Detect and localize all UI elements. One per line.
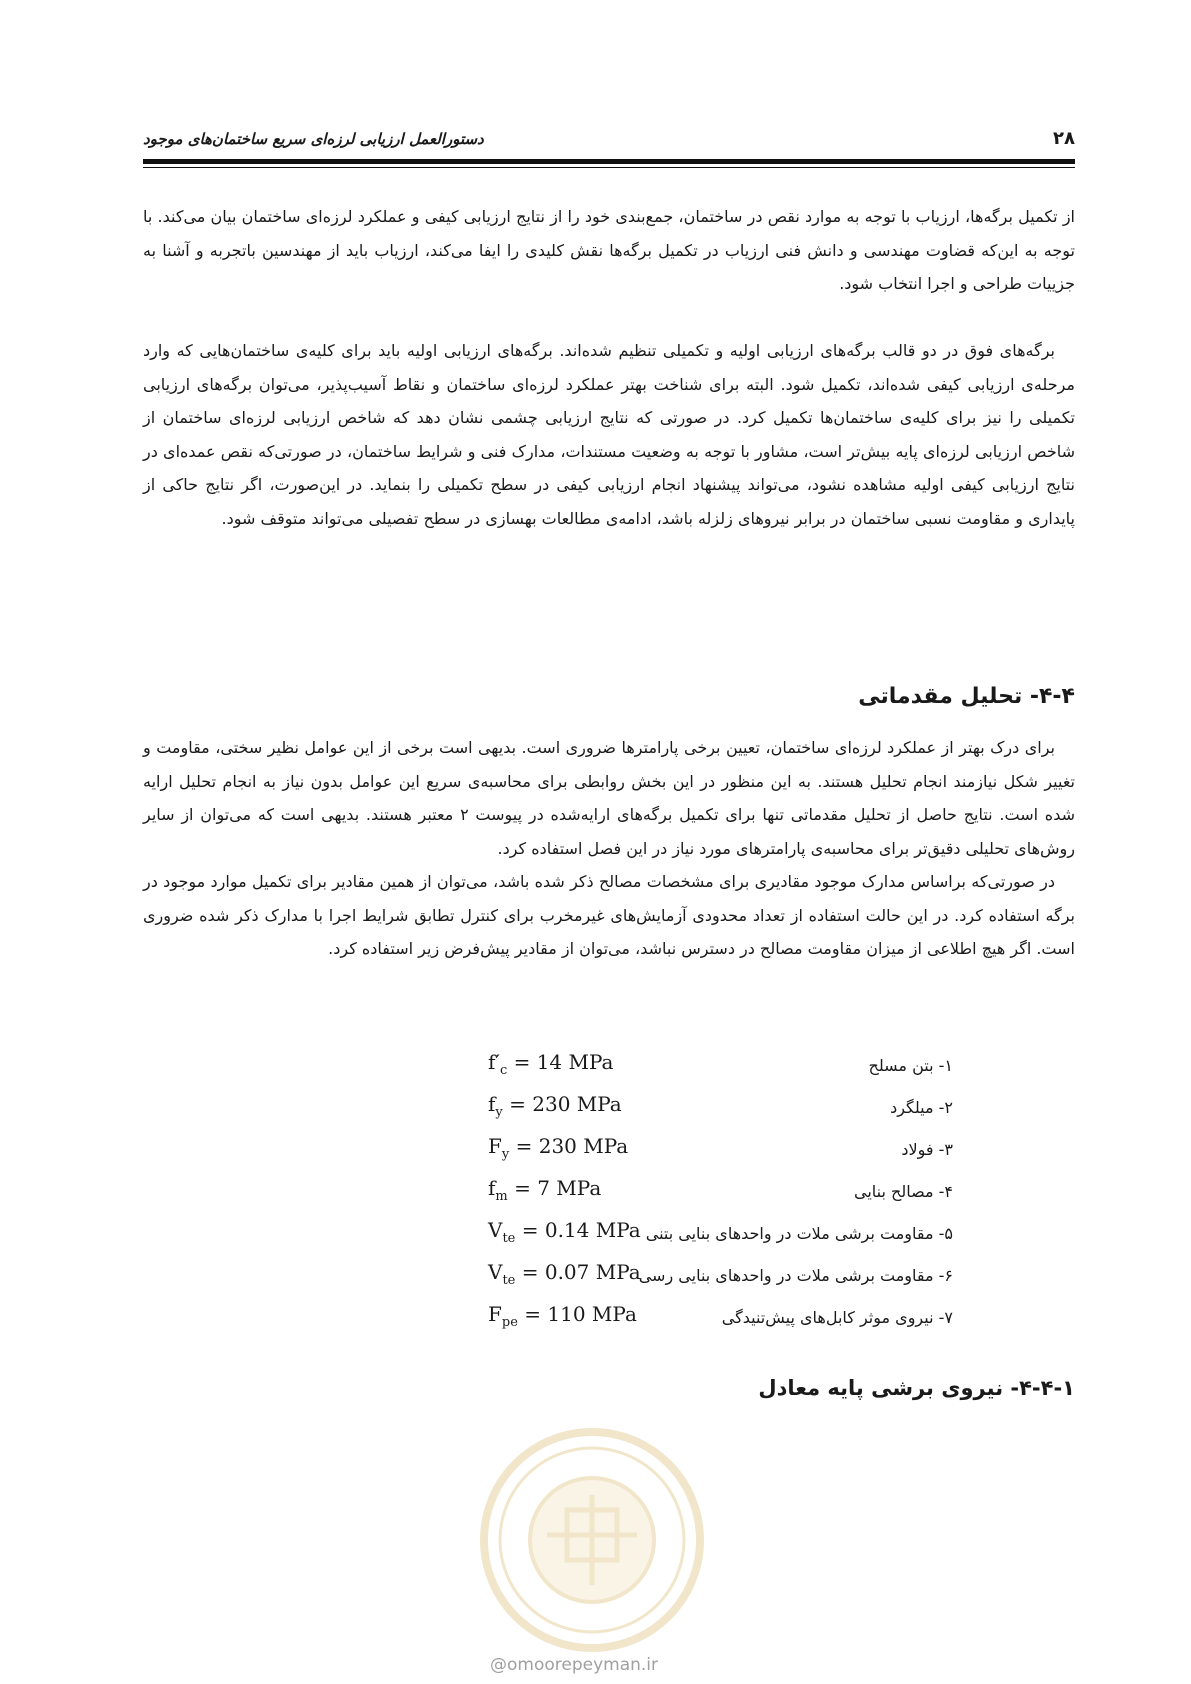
header-rule-thin [143,167,1075,168]
material-label: ۱- بتن مسلح [868,1056,953,1075]
watermark-url: @omoorepeyman.ir [490,1655,659,1675]
material-formula: $F_y = 230$ MPa [488,1134,629,1162]
material-row [143,1260,1075,1296]
material-label: ۵- مقاومت برشی ملات در واحدهای بنایی بتنی [645,1224,953,1243]
material-label: ۴- مصالح بنایی [853,1182,953,1201]
paragraph-1: از تکمیل برگه‌ها، ارزیاب با توجه به موارد نقص در ساختمان، جمع‌بندی خود را از نتایج ارزیابی کیفی و عملکرد لرزه‌ای ساختمان بیان می‌کند. با توجه به این‌که قضاوت مهندسی و دانش فنی ارزیاب در تکمیل برگه‌ها نقش کلیدی را ایفا می‌کند، ارزیاب باید از مهندسین باتجربه و آشنا به جزییات طراحی و اجرا انتخاب شود. [143,207,1075,293]
material-formula: $f_y = 230$ MPa [488,1092,622,1120]
header-rule-thick [143,159,1075,164]
material-row [143,1050,1075,1086]
material-label: ۲- میلگرد [890,1098,953,1117]
running-title: دستورالعمل ارزیابی لرزه‌ای سریع ساختمان‌های موجود [143,130,484,148]
material-row [143,1092,1075,1128]
material-formula: $f_m = 7$ MPa [488,1176,602,1204]
paragraph-2: برگه‌های فوق در دو قالب برگه‌های ارزیابی اولیه و تکمیلی تنظیم شده‌اند. برگه‌های ارزیابی اولیه باید برای کلیه‌ی ساختمان‌هایی که وارد مرحله‌ی ارزیابی کیفی شده‌اند، تکمیل شود. البته برای شناخت بهتر عملکرد لرزه‌ای ساختمان و نقاط آسیب‌پذیر، می‌توان برگه‌های ارزیابی تکمیلی را نیز برای کلیه‌ی ساختمان‌ها تکمیل کرد. در صورتی که نتایج ارزیابی چشمی نشان دهد که شاخص ارزیابی لرزه‌ای ساختمان از شاخص ارزیابی لرزه‌ای پایه بیش‌تر است، مشاور با توجه به وضعیت مستندات، مدارک فنی و شرایط ساختمان، در صورتی‌که نقص عمده‌ای در نتایج ارزیابی کیفی اولیه مشاهده نشود، می‌تواند پیشنهاد انجام ارزیابی کیفی در سطح تکمیلی را بنماید. در این‌صورت، اگر نتایج حاکی از پایداری و مقاومت نسبی ساختمان در برابر نیروهای زلزله باشد، ادامه‌ی مطالعات بهسازی در سطح تفصیلی می‌تواند متوقف شود. [143,341,1075,528]
material-formula: $f'_c = 14$ MPa [488,1050,614,1078]
material-label: ۳- فولاد [901,1140,953,1159]
section-heading: ۴-۴- تحلیل مقدماتی [858,684,1075,709]
seal-watermark-icon [475,1425,710,1655]
paragraph-3: برای درک بهتر از عملکرد لرزه‌ای ساختمان، تعیین برخی پارامترها ضروری است. بدیهی است برخی از این عوامل نظیر سختی، مقاومت و تغییر شکل نیازمند انجام تحلیل هستند. به این منظور در این بخش روابطی برای محاسبه‌ی سریع این عوامل بدون نیاز به انجام تحلیل ارایه شده است. نتایج حاصل از تحلیل مقدماتی تنها برای تکمیل برگه‌های ارایه‌شده در پیوست ۲ معتبر هستند. بدیهی است که می‌توان از سایر روش‌های تحلیلی دقیق‌تر برای محاسبه‌ی پارامترهای مورد نیاز در این فصل استفاده کرد. [143,738,1075,858]
material-row [143,1134,1075,1170]
page-number: ۲۸ [1053,128,1075,149]
page-header [143,126,1075,156]
material-label: ۶- مقاومت برشی ملات در واحدهای بنایی رسی [638,1266,953,1285]
material-formula: $F_{pe} = 110$ MPa [488,1302,637,1330]
material-label: ۷- نیروی موثر کابل‌های پیش‌تنیدگی [721,1308,953,1327]
material-row [143,1176,1075,1212]
material-row [143,1302,1075,1338]
subsection-heading: ۴-۴-۱- نیروی برشی پایه معادل [758,1376,1075,1400]
material-formula: $V_{te} = 0.07$ MPa [488,1260,641,1288]
paragraph-4: در صورتی‌که براساس مدارک موجود مقادیری برای مشخصات مصالح ذکر شده باشد، می‌توان از همین مقادیر برای تکمیل موارد موجود در برگه استفاده کرد. در این حالت استفاده از تعداد محدودی آزمایش‌های غیرمخرب برای کنترل تطابق شرایط اجرا با مدارک ذکر شده ضروری است. اگر هیچ اطلاعی از میزان مقاومت مصالح در دسترس نباشد، می‌توان از مقادیر پیش‌فرض زیر استفاده کرد. [143,872,1075,958]
material-formula: $V_{te} = 0.14$ MPa [488,1218,641,1246]
material-row [143,1218,1075,1254]
